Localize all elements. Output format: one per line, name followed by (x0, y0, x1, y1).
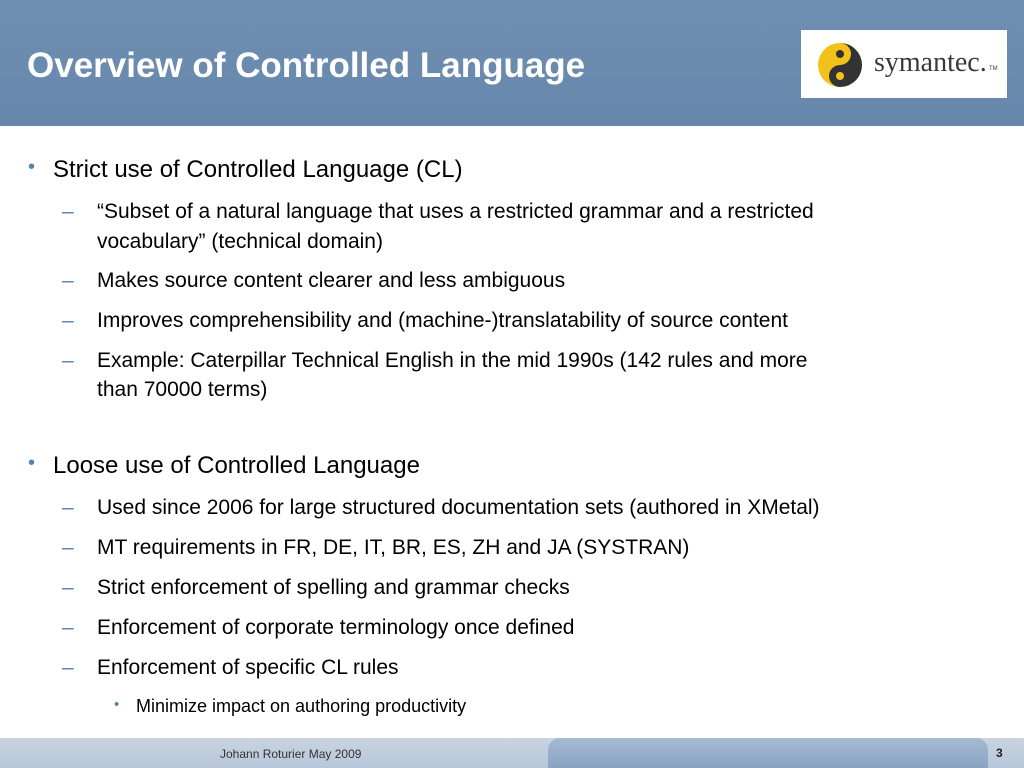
logo-trademark: TM (989, 66, 998, 72)
bullet-level2-continuation (97, 227, 383, 257)
bullet-marker: • (114, 696, 120, 713)
bullet-level2 (62, 197, 814, 227)
bullet-text: Improves comprehensibility and (machine-)translatability of source content (97, 309, 788, 332)
bullet-marker: – (62, 576, 74, 599)
bullet-level2 (62, 573, 570, 603)
bullet-marker: – (62, 656, 74, 679)
symantec-logo (801, 30, 1007, 98)
slide-header (0, 0, 1024, 126)
bullet-level2 (62, 493, 820, 523)
slide-title: Overview of Controlled Language (27, 46, 586, 85)
bullet-text: Strict use of Controlled Language (CL) (53, 156, 463, 183)
slide-footer (0, 738, 1024, 768)
bullet-marker: – (62, 616, 74, 639)
bullet-level3 (114, 696, 467, 717)
page-number: 3 (996, 746, 1003, 760)
bullet-text: Minimize impact on authoring productivity (136, 696, 467, 716)
bullet-level1 (28, 452, 420, 480)
bullet-text: Loose use of Controlled Language (53, 452, 420, 479)
bullet-marker: – (62, 309, 74, 332)
bullet-text: Strict enforcement of spelling and grammar checks (97, 576, 570, 599)
bullet-marker: – (62, 536, 74, 559)
bullet-marker: • (28, 452, 36, 474)
bullet-marker: • (28, 156, 36, 178)
bullet-text: Used since 2006 for large structured documentation sets (authored in XMetal) (97, 496, 820, 519)
bullet-text: “Subset of a natural language that uses a restricted grammar and a restricted (97, 200, 814, 223)
bullet-level2 (62, 266, 566, 296)
bullet-level2 (62, 346, 808, 376)
bullet-level2-continuation (97, 375, 267, 405)
footer-accent (548, 738, 988, 768)
bullet-text: MT requirements in FR, DE, IT, BR, ES, ZH and JA (SYSTRAN) (97, 536, 690, 559)
bullet-level2 (62, 653, 399, 683)
bullet-level2 (62, 613, 575, 643)
bullet-level2 (62, 533, 690, 563)
bullet-text: Example: Caterpillar Technical English in the mid 1990s (142 rules and more (97, 349, 808, 372)
bullet-marker: – (62, 200, 74, 223)
bullet-level1 (28, 156, 463, 184)
logo-wordmark: symantec. (874, 47, 987, 78)
bullet-marker: – (62, 496, 74, 519)
bullet-text: Enforcement of corporate terminology once defined (97, 616, 575, 639)
bullet-text: than 70000 terms) (97, 378, 268, 401)
bullet-marker: – (62, 349, 74, 372)
bullet-text: Enforcement of specific CL rules (97, 656, 399, 679)
bullet-level2 (62, 306, 788, 336)
bullet-text: Makes source content clearer and less ambiguous (97, 269, 566, 292)
bullet-text: vocabulary” (technical domain) (97, 230, 383, 253)
symantec-logo-icon (816, 41, 864, 89)
footer-author: Johann Roturier May 2009 (220, 747, 362, 761)
bullet-marker: – (62, 269, 74, 292)
